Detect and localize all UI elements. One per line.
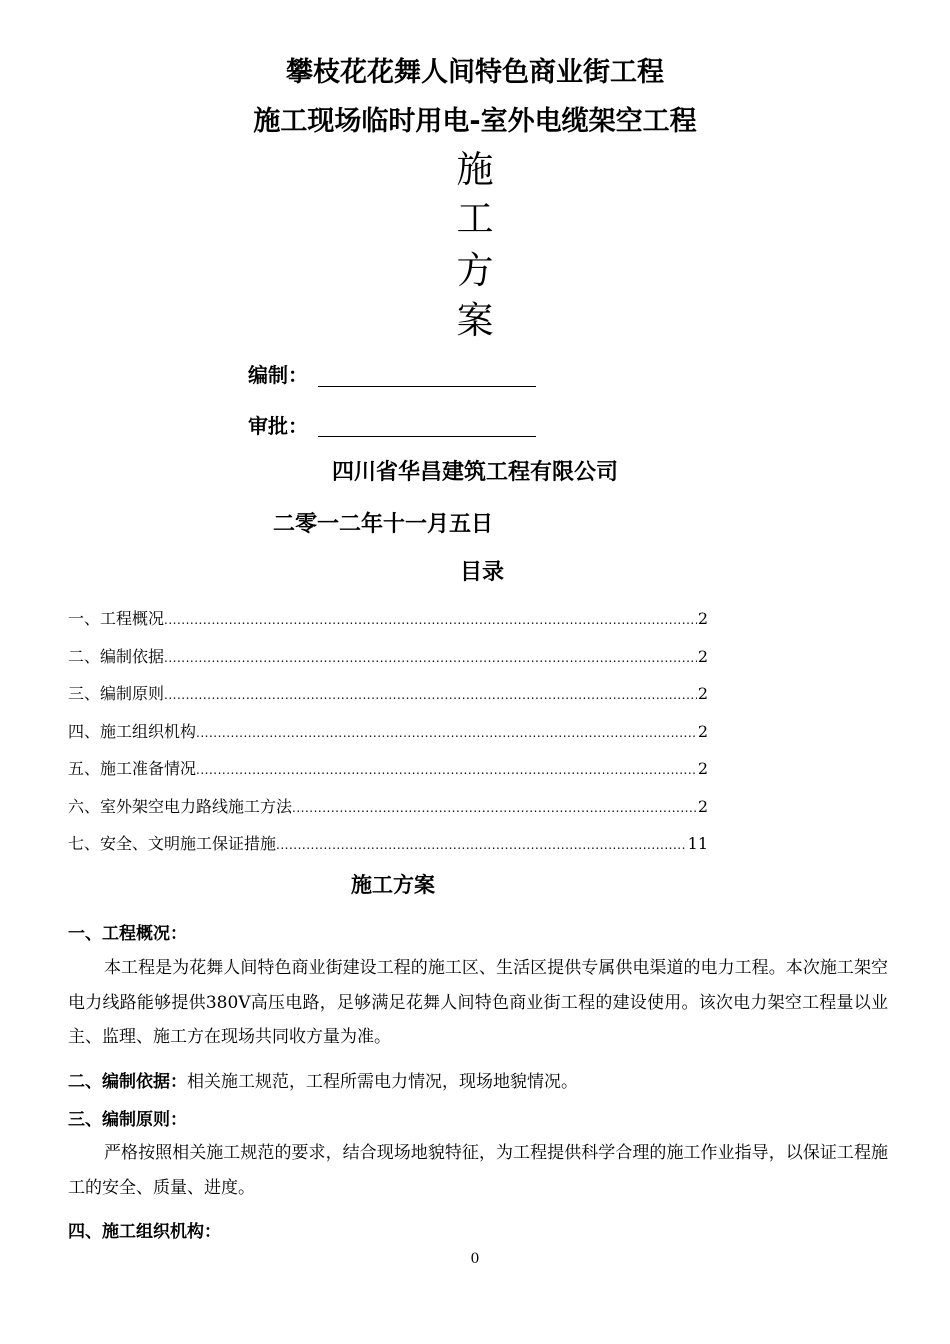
toc-item[interactable] [68, 794, 708, 832]
toc-leader [164, 688, 697, 702]
toc-item[interactable] [68, 831, 708, 869]
toc-leader [276, 838, 687, 852]
big-char-3: 方 [456, 249, 494, 292]
toc-item[interactable] [68, 606, 708, 644]
toc-item-label: 五、施工准备情况 [68, 759, 197, 778]
approved-by-line [318, 436, 536, 437]
toc-item-label: 二、编制依据 [68, 646, 165, 666]
prepared-by-label: 编制： [248, 363, 308, 387]
section-2-text: 相关施工规范，工程所需电力情况，现场地貌情况。 [187, 1072, 578, 1092]
section-1-text: 本工程是为花舞人间特色商业街建设工程的施工区、生活区提供专属供电渠道的电力工程。本次施工架空电力线路能够提供380V高压电路，足够满足花舞人间特色商业街工程的建设使用。该次电力架空工程量以业主、监理、施工方在现场共同收方量为准。 [68, 958, 888, 1047]
toc-leader [196, 726, 697, 740]
toc-item-page: 11 [687, 834, 708, 853]
toc-title: 目录 [459, 560, 504, 585]
project-title: 攀枝花花舞人间特色商业街工程 [286, 57, 664, 88]
prepared-by-line [318, 386, 536, 387]
toc-leader [164, 613, 697, 627]
toc-item-page: 2 [697, 759, 708, 778]
toc-item-page: 2 [697, 609, 708, 628]
table-of-contents [68, 606, 708, 869]
section-1-heading: 一、工程概况： [68, 924, 187, 944]
big-char-2: 工 [456, 197, 494, 240]
toc-leader [196, 763, 697, 777]
document-date: 二零一二年十一月五日 [273, 512, 494, 537]
toc-item-label: 七、安全、文明施工保证措施 [68, 834, 277, 853]
toc-item[interactable] [68, 681, 708, 719]
toc-item-page: 2 [697, 796, 708, 816]
toc-item[interactable] [68, 719, 708, 757]
big-char-1: 施 [456, 148, 494, 191]
toc-item-page: 2 [697, 721, 708, 741]
toc-leader [292, 801, 697, 815]
toc-item-label: 三、编制原则 [68, 684, 165, 703]
section-2-heading-label: 二、编制依据： [68, 1072, 187, 1092]
approved-by-label: 审批： [248, 414, 308, 438]
company-name: 四川省华昌建筑工程有限公司 [331, 460, 618, 485]
toc-item-page: 2 [697, 684, 708, 703]
toc-item-label: 四、施工组织机构 [68, 721, 197, 741]
big-char-4: 案 [456, 299, 494, 342]
toc-item[interactable] [68, 756, 708, 794]
page-number: 0 [470, 1251, 480, 1267]
toc-item-label: 六、室外架空电力路线施工方法 [68, 796, 293, 816]
project-subtitle: 施工现场临时用电-室外电缆架空工程 [253, 106, 697, 137]
section-3-text: 严格按照相关施工规范的要求，结合现场地貌特征，为工程提供科学合理的施工作业指导，以保证工程施工的安全、质量、进度。 [68, 1143, 888, 1198]
toc-leader [164, 651, 697, 665]
toc-item-label: 一、工程概况 [68, 609, 165, 628]
plan-title: 施工方案 [351, 873, 435, 897]
section-4-heading: 四、施工组织机构： [68, 1222, 221, 1242]
section-2-heading [68, 1067, 578, 1092]
section-3-heading: 三、编制原则： [68, 1110, 187, 1130]
toc-item-page: 2 [697, 646, 708, 666]
toc-item[interactable] [68, 644, 708, 682]
